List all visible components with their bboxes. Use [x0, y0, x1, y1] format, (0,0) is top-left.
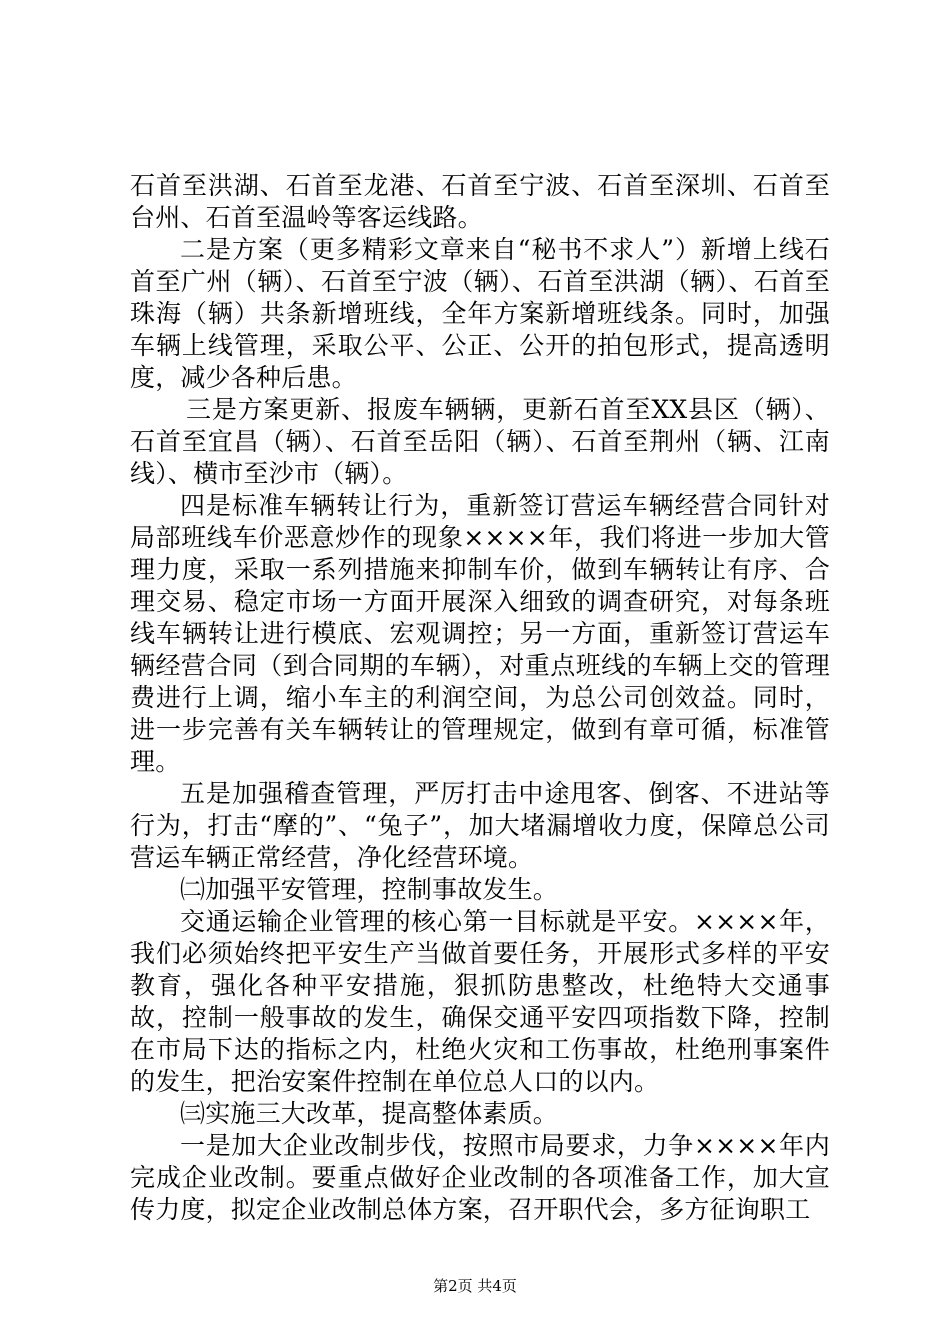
section-heading-reform: ㈢实施三大改革，提高整体素质。 [180, 1099, 559, 1128]
page-number-footer: 第2页 共4页 [433, 1277, 517, 1295]
paragraph-vehicle-transfer: 四是标准车辆转让行为，重新签订营运车辆经营合同针对局部班线车价恶意炒作的现象××××年，我们将进一步加大管理力度，采取一系列措施来抑制车价，做到车辆转让有序、合理交易、稳定市场一方面开展深入细致的调查研究，对每条班线车辆转让进行模底、宏观调控；另一方面，重新签订营运车辆经营合同（到合同期的车辆），对重点班线的车辆上交的管理费进行上调，缩小车主的利润空间，为总公司创效益。同时，进一步完善有关车辆转让的管理规定，做到有章可循，标准管理。 [130, 491, 830, 776]
paragraph-route-list: 石首至洪湖、石首至龙港、石首至宁波、石首至深圳、石首至台州、石首至温岭等客运线路。 [130, 171, 830, 232]
paragraph-reform: 一是加大企业改制步伐，按照市局要求，力争××××年内完成企业改制。要重点做好企业改制的各项准备工作，加大宣传力度，拟定企业改制总体方案，召开职代会，多方征询职工 [130, 1131, 830, 1224]
section-heading-safety: ㈡加强平安管理，控制事故发生。 [180, 875, 559, 904]
document-body [130, 170, 830, 1226]
paragraph-new-routes: 二是方案（更多精彩文章来自“秘书不求人”）新增上线石首至广州（辆）、石首至宁波（辆）、石首至洪湖（辆）、石首至珠海（辆）共条新增班线，全年方案新增班线条。同时，加强车辆上线管理，采取公平、公正、公开的拍包形式，提高透明度，减少各种后患。 [130, 235, 830, 392]
paragraph-inspection: 五是加强稽查管理，严厉打击中途甩客、倒客、不进站等行为，打击“摩的”、“兔子”，加大堵漏增收力度，保障总公司营运车辆正常经营，净化经营环境。 [130, 779, 830, 872]
paragraph-safety: 交通运输企业管理的核心第一目标就是平安。××××年，我们必须始终把平安生产当做首要任务，开展形式多样的平安教育，强化各种平安措施，狠抓防患整改，杜绝特大交通事故，控制一般事故的发生，确保交通平安四项指数下降，控制在市局下达的指标之内，杜绝火灾和工伤事故，杜绝刑事案件的发生，把治安案件控制在单位总人口的以内。 [130, 907, 830, 1096]
paragraph-vehicle-renewal: 三是方案更新、报废车辆辆，更新石首至XX县区（辆）、石首至宜昌（辆）、石首至岳阳（辆）、石首至荆州（辆、江南线）、横市至沙市（辆）。 [130, 395, 830, 488]
